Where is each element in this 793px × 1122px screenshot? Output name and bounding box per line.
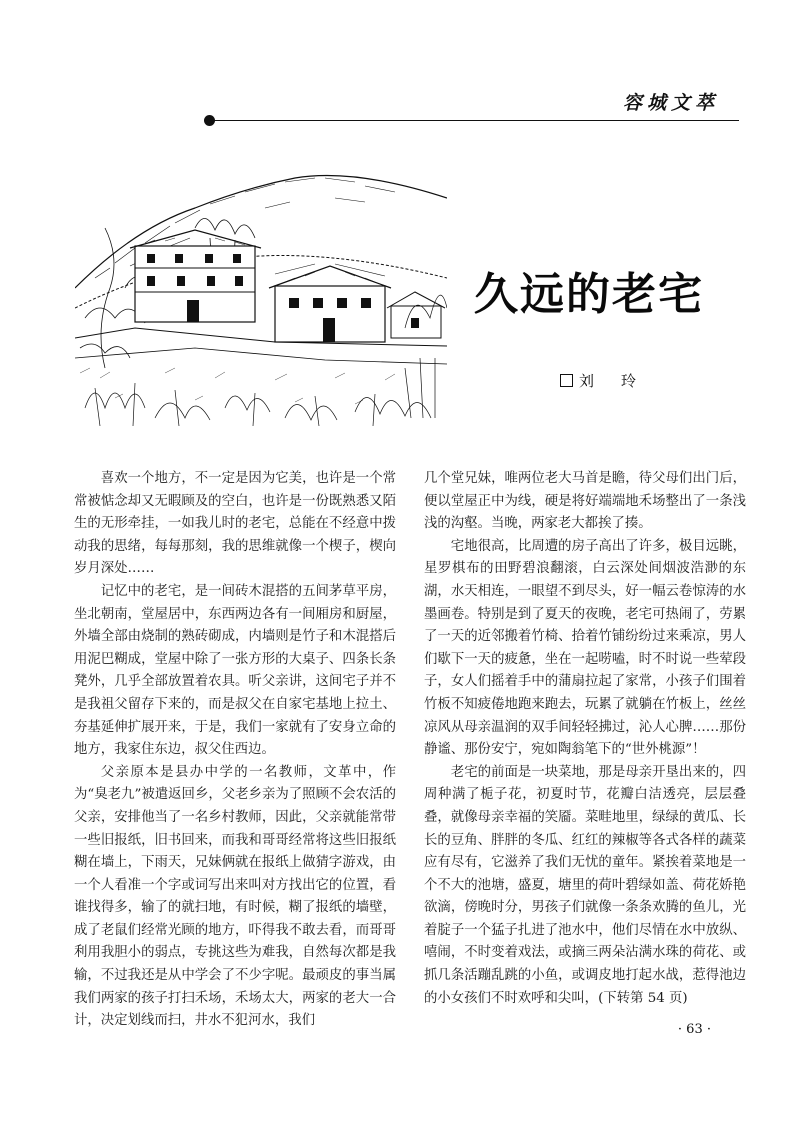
right-text-column (424, 468, 746, 1010)
village-house-illustration (75, 168, 447, 426)
paragraph: 几个堂兄妹，唯两位老大马首是瞻，待父母们出门后，便以堂屋正中为线，硬是将好端端地禾场整出了一条浅浅的沟壑。当晚，两家老大都挨了揍。 (424, 471, 746, 532)
paragraph: 老宅的前面是一块菜地，那是母亲开垦出来的，四周种满了栀子花，初夏时节，花瓣白洁透亮，层层叠叠，就像母亲幸福的笑靥。菜畦地里，绿绿的黄瓜、长长的豆角、胖胖的冬瓜、红红的辣椒等各式各样的蔬菜应有尽有，它滋养了我们无忧的童年。紧挨着菜地是一个不大的池塘，盛夏，塘里的荷叶碧绿如盖、荷花娇艳欲滴，傍晚时分，男孩子们就像一条条欢腾的鱼儿，光着腚子一个猛子扎进了池水中，他们尽情在水中放纵、嘻闹，不时变着戏法，或摘三两朵沾满水珠的荷花、或抓几条活蹦乱跳的小鱼，或调皮地打起水战，惹得池边的小女孩们不时欢呼和尖叫，(下转第 54 页) (424, 764, 746, 1006)
author-name: 刘 玲 (579, 372, 643, 390)
page-number: · 63 · (677, 1022, 711, 1037)
article-title: 久远的老宅 (474, 269, 704, 320)
paragraph: 父亲原本是县办中学的一名教师，文革中，作为“臭老九”被遣返回乡，父老乡亲为了照顾不会农活的父亲，安排他当了一名乡村教师，因此，父亲就能常带一些旧报纸，旧书回来，而我和哥哥经常将这些旧报纸糊在墙上，下雨天，兄妹俩就在报纸上做猜字游戏，由一个人看准一个字或词写出来叫对方找出它的位置，看谁找得多，输了的就扫地，有时候，糊了报纸的墙壁，成了老鼠们经常光顾的地方，吓得我不敢去看，而哥哥利用我胆小的弱点，专挑这些为难我，自然每次都是我输，不过我还是从中学会了不少字呢。最顽皮的事当属我们两家的孩子打扫禾场，禾场太大，两家的老大一合计，决定划线而扫，井水不犯河水，我们 (74, 764, 396, 1029)
paragraph: 宅地很高，比周遭的房子高出了许多，极目远眺，星罗棋布的田野碧浪翻滚，白云深处间烟波浩渺的东湖，水天相连，一眼望不到尽头，好一幅云卷惊涛的水墨画卷。特别是到了夏天的夜晚，老宅可热闹了，劳累了一天的近邻搬着竹椅、拾着竹铺纷纷过来乘凉，男人们歇下一天的疲惫，坐在一起唠嗑，时不时说一些荤段子，女人们摇着手中的蒲扇拉起了家常，小孩子们围着竹板不知疲倦地跑来跑去，玩累了就躺在竹板上，丝丝凉风从母亲温润的双手间轻轻拂过，沁人心脾……那份静谧、那份安宁，宛如陶翁笔下的“世外桃源”！ (424, 538, 746, 758)
paragraph: 记忆中的老宅，是一间砖木混搭的五间茅草平房，坐北朝南，堂屋居中，东西两边各有一间厢房和厨屋，外墙全部由烧制的熟砖砌成，内墙则是竹子和木混搭后用泥巴糊成，堂屋中除了一张方形的大桌子、四条长条凳外，几乎全部放置着农具。听父亲讲，这间宅子并不是我祖父留存下来的，而是叔父在自家宅基地上拉土、夯基延伸扩展开来，于是，我们一家就有了安身立命的地方，我家住东边，叔父住西边。 (74, 583, 396, 758)
header-rule (209, 120, 739, 121)
author-byline (560, 370, 642, 391)
paragraph: 喜欢一个地方，不一定是因为它美，也许是一个常常被惦念却又无暇顾及的空白，也许是一份既熟悉又陌生的无形牵挂，一如我儿时的老宅，总能在不经意中拨动我的思绪，每每那刻，我的思维就像一个楔子，楔向岁月深处…… (74, 471, 396, 577)
byline-box-icon (560, 374, 573, 387)
column-name: 容城文萃 (622, 92, 719, 114)
left-text-column (74, 468, 396, 1033)
